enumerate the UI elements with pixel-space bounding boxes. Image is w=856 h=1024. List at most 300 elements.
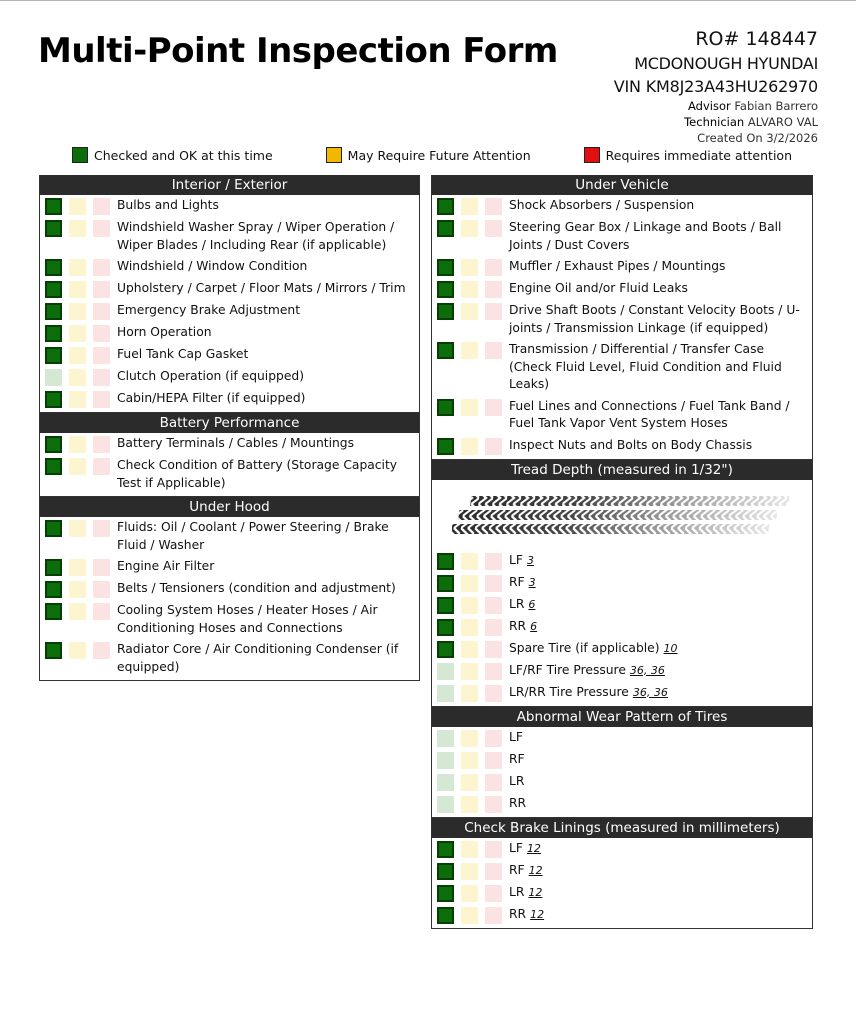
future-attention-checkbox[interactable] — [69, 369, 86, 386]
item-label-wrap — [509, 302, 812, 337]
future-attention-checkbox[interactable] — [69, 603, 86, 620]
immediate-attention-checkbox[interactable] — [93, 391, 110, 408]
item-label-wrap — [509, 618, 812, 636]
item-label: LF — [509, 840, 523, 855]
immediate-attention-checkbox[interactable] — [93, 603, 110, 620]
created-on — [614, 130, 818, 146]
inspection-item — [40, 256, 419, 278]
right-column — [431, 175, 813, 929]
ok-checkbox[interactable] — [437, 796, 454, 813]
future-attention-checkbox[interactable] — [69, 458, 86, 475]
future-attention-checkbox[interactable] — [461, 885, 478, 902]
inspection-item — [40, 195, 419, 217]
yellow-swatch-icon — [326, 147, 342, 163]
item-label: Spare Tire (if applicable) — [509, 640, 660, 655]
future-attention-checkbox[interactable] — [69, 347, 86, 364]
item-label-wrap — [117, 602, 419, 637]
ok-checkbox[interactable] — [45, 347, 62, 364]
inspection-item — [40, 578, 419, 600]
immediate-attention-checkbox[interactable] — [93, 436, 110, 453]
repair-order — [614, 27, 818, 52]
future-attention-checkbox[interactable] — [461, 342, 478, 359]
item-label-wrap — [117, 641, 419, 676]
item-label: Cooling System Hoses / Heater Hoses / Air Conditioning Hoses and Connections — [117, 603, 378, 635]
item-label: RF — [509, 574, 525, 589]
item-label: Muffler / Exhaust Pipes / Mountings — [509, 259, 726, 273]
item-label-wrap — [509, 596, 812, 614]
measurement-value: 12 — [526, 841, 541, 855]
item-label-wrap — [509, 280, 812, 298]
ok-checkbox[interactable] — [437, 259, 454, 276]
immediate-attention-checkbox[interactable] — [485, 553, 502, 570]
future-attention-checkbox[interactable] — [461, 281, 478, 298]
immediate-attention-checkbox[interactable] — [485, 907, 502, 924]
section-tread-depth — [431, 460, 813, 707]
future-attention-checkbox[interactable] — [69, 303, 86, 320]
inspection-item — [432, 572, 812, 594]
ok-checkbox[interactable] — [437, 841, 454, 858]
vin-label: VIN — [613, 77, 641, 96]
item-label: Engine Oil and/or Fluid Leaks — [509, 281, 688, 295]
ok-checkbox[interactable] — [437, 663, 454, 680]
item-list — [432, 727, 812, 815]
future-attention-checkbox[interactable] — [461, 553, 478, 570]
inspection-item — [40, 322, 419, 344]
immediate-attention-checkbox[interactable] — [485, 641, 502, 658]
immediate-attention-checkbox[interactable] — [485, 863, 502, 880]
future-attention-checkbox[interactable] — [461, 663, 478, 680]
item-label-wrap — [509, 840, 812, 858]
future-attention-checkbox[interactable] — [461, 685, 478, 702]
item-label: Fuel Tank Cap Gasket — [117, 347, 249, 361]
red-swatch-icon — [584, 147, 600, 163]
future-attention-checkbox[interactable] — [69, 259, 86, 276]
ok-checkbox[interactable] — [437, 885, 454, 902]
measurement-value: 6 — [530, 619, 538, 633]
vin-number: KM8J23A43HU262970 — [645, 77, 818, 96]
ok-checkbox[interactable] — [45, 369, 62, 386]
ok-checkbox[interactable] — [437, 342, 454, 359]
item-label-wrap — [509, 795, 812, 813]
tire-tread-graphic — [452, 492, 812, 542]
status-boxes — [437, 437, 509, 455]
status-boxes — [45, 580, 117, 598]
immediate-attention-checkbox[interactable] — [485, 685, 502, 702]
measurement-value: 6 — [528, 597, 536, 611]
future-attention-checkbox[interactable] — [69, 391, 86, 408]
item-label: Clutch Operation (if equipped) — [117, 369, 304, 383]
inspection-item — [432, 396, 812, 435]
legend-immediate — [584, 147, 792, 163]
ok-checkbox[interactable] — [437, 303, 454, 320]
item-label-wrap — [509, 640, 812, 658]
measurement-value: 36, 36 — [632, 685, 668, 699]
immediate-attention-checkbox[interactable] — [485, 752, 502, 769]
ok-checkbox[interactable] — [437, 685, 454, 702]
ok-checkbox[interactable] — [437, 752, 454, 769]
inspection-item — [432, 904, 812, 926]
item-label: Bulbs and Lights — [117, 198, 219, 212]
immediate-attention-checkbox[interactable] — [93, 220, 110, 237]
item-label-wrap — [117, 280, 419, 298]
ok-checkbox[interactable] — [45, 559, 62, 576]
immediate-attention-checkbox[interactable] — [485, 663, 502, 680]
future-attention-checkbox[interactable] — [69, 436, 86, 453]
immediate-attention-checkbox[interactable] — [485, 438, 502, 455]
future-attention-checkbox[interactable] — [69, 281, 86, 298]
ok-checkbox[interactable] — [45, 520, 62, 537]
future-attention-checkbox[interactable] — [69, 559, 86, 576]
green-swatch-icon — [72, 147, 88, 163]
technician-name: ALVARO VAL — [747, 115, 818, 129]
status-boxes — [45, 558, 117, 576]
ok-checkbox[interactable] — [45, 259, 62, 276]
future-attention-checkbox[interactable] — [461, 730, 478, 747]
ok-checkbox[interactable] — [437, 774, 454, 791]
measurement-value: 3 — [528, 575, 536, 589]
inspection-item — [432, 882, 812, 904]
item-label-wrap — [509, 684, 812, 702]
item-label: RR — [509, 906, 527, 921]
immediate-attention-checkbox[interactable] — [485, 281, 502, 298]
immediate-attention-checkbox[interactable] — [93, 458, 110, 475]
technician — [614, 114, 818, 130]
status-boxes — [437, 640, 509, 658]
order-info — [614, 27, 818, 146]
created-date: 3/2/2026 — [766, 131, 818, 145]
inspection-item — [432, 435, 812, 457]
measurement-value: 10 — [663, 641, 678, 655]
status-boxes — [437, 773, 509, 791]
immediate-attention-checkbox[interactable] — [485, 198, 502, 215]
immediate-attention-checkbox[interactable] — [485, 220, 502, 237]
status-boxes — [45, 258, 117, 276]
item-label-wrap — [509, 341, 812, 394]
status-boxes — [437, 341, 509, 359]
item-label: Engine Air Filter — [117, 559, 215, 573]
ok-checkbox[interactable] — [45, 198, 62, 215]
status-boxes — [437, 302, 509, 320]
status-boxes — [437, 862, 509, 880]
item-label-wrap — [509, 398, 812, 433]
item-label-wrap — [509, 552, 812, 570]
immediate-attention-checkbox[interactable] — [93, 581, 110, 598]
section-header: Tread Depth (measured in 1/32") — [432, 460, 812, 480]
status-boxes — [437, 574, 509, 592]
immediate-attention-checkbox[interactable] — [485, 303, 502, 320]
immediate-attention-checkbox[interactable] — [93, 520, 110, 537]
ok-checkbox[interactable] — [437, 281, 454, 298]
item-label: LR — [509, 884, 525, 899]
item-label: Battery Terminals / Cables / Mountings — [117, 436, 354, 450]
item-list — [40, 433, 419, 494]
item-label-wrap — [509, 773, 812, 791]
inspection-item — [40, 433, 419, 455]
item-label-wrap — [117, 390, 419, 408]
status-boxes — [437, 258, 509, 276]
inspection-item — [40, 517, 419, 556]
item-label: LR/RR Tire Pressure — [509, 684, 629, 699]
ok-checkbox[interactable] — [437, 597, 454, 614]
status-boxes — [45, 324, 117, 342]
item-label: LF — [509, 552, 523, 567]
immediate-attention-checkbox[interactable] — [93, 281, 110, 298]
inspection-item — [432, 682, 812, 704]
legend-immediate-label: Requires immediate attention — [605, 147, 792, 163]
status-boxes — [45, 602, 117, 620]
immediate-attention-checkbox[interactable] — [485, 575, 502, 592]
item-label: Shock Absorbers / Suspension — [509, 198, 695, 212]
ok-checkbox[interactable] — [437, 220, 454, 237]
item-label: Windshield / Window Condition — [117, 259, 308, 273]
ok-checkbox[interactable] — [437, 907, 454, 924]
section-header: Abnormal Wear Pattern of Tires — [432, 707, 812, 727]
ok-checkbox[interactable] — [437, 399, 454, 416]
ro-label: RO# — [695, 28, 740, 50]
immediate-attention-checkbox[interactable] — [93, 259, 110, 276]
item-label-wrap — [117, 324, 419, 342]
ok-checkbox[interactable] — [45, 458, 62, 475]
future-attention-checkbox[interactable] — [461, 907, 478, 924]
inspection-item — [432, 660, 812, 682]
ok-checkbox[interactable] — [45, 220, 62, 237]
item-label: LF/RF Tire Pressure — [509, 662, 626, 677]
item-label-wrap — [509, 662, 812, 680]
section-header: Check Brake Linings (measured in millimeters) — [432, 818, 812, 838]
future-attention-checkbox[interactable] — [461, 198, 478, 215]
immediate-attention-checkbox[interactable] — [485, 796, 502, 813]
future-attention-checkbox[interactable] — [461, 438, 478, 455]
status-boxes — [45, 219, 117, 237]
inspection-item — [432, 771, 812, 793]
ok-checkbox[interactable] — [45, 281, 62, 298]
future-attention-checkbox[interactable] — [69, 325, 86, 342]
future-attention-checkbox[interactable] — [461, 619, 478, 636]
immediate-attention-checkbox[interactable] — [485, 841, 502, 858]
item-list — [40, 517, 419, 678]
created-label: Created On — [697, 131, 763, 145]
status-boxes — [437, 884, 509, 902]
status-boxes — [437, 280, 509, 298]
item-label: RR — [509, 618, 527, 633]
ok-checkbox[interactable] — [45, 436, 62, 453]
inspection-item — [432, 278, 812, 300]
future-attention-checkbox[interactable] — [461, 841, 478, 858]
measurement-value: 12 — [530, 907, 545, 921]
advisor-name: Fabian Barrero — [734, 99, 818, 113]
future-attention-checkbox[interactable] — [461, 641, 478, 658]
future-attention-checkbox[interactable] — [461, 774, 478, 791]
future-attention-checkbox[interactable] — [69, 520, 86, 537]
item-label: RR — [509, 795, 527, 810]
measurement-value: 12 — [528, 885, 543, 899]
inspection-item — [40, 344, 419, 366]
section-header: Under Hood — [40, 497, 419, 517]
form-title: Multi-Point Inspection Form — [38, 31, 558, 71]
inspection-item — [432, 217, 812, 256]
item-label: Check Condition of Battery (Storage Capacity Test if Applicable) — [117, 458, 398, 490]
future-attention-checkbox[interactable] — [69, 220, 86, 237]
status-boxes — [45, 519, 117, 537]
immediate-attention-checkbox[interactable] — [485, 774, 502, 791]
future-attention-checkbox[interactable] — [461, 796, 478, 813]
immediate-attention-checkbox[interactable] — [485, 730, 502, 747]
ok-checkbox[interactable] — [437, 619, 454, 636]
future-attention-checkbox[interactable] — [461, 752, 478, 769]
item-label-wrap — [509, 197, 812, 215]
legend-ok — [72, 147, 273, 163]
immediate-attention-checkbox[interactable] — [485, 342, 502, 359]
ok-checkbox[interactable] — [45, 303, 62, 320]
item-label-wrap — [117, 519, 419, 554]
inspection-item — [40, 366, 419, 388]
future-attention-checkbox[interactable] — [461, 220, 478, 237]
item-label: Inspect Nuts and Bolts on Body Chassis — [509, 437, 753, 452]
future-attention-checkbox[interactable] — [461, 863, 478, 880]
ok-checkbox[interactable] — [45, 642, 62, 659]
immediate-attention-checkbox[interactable] — [485, 619, 502, 636]
item-label: Fuel Lines and Connections / Fuel Tank Band / Fuel Tank Vapor Vent System Hoses — [509, 398, 790, 430]
item-label-wrap — [509, 219, 812, 254]
status-boxes — [45, 197, 117, 215]
status-boxes — [437, 398, 509, 416]
ok-checkbox[interactable] — [45, 603, 62, 620]
future-attention-checkbox[interactable] — [461, 399, 478, 416]
status-boxes — [45, 280, 117, 298]
status-boxes — [437, 662, 509, 680]
measurement-value: 36, 36 — [629, 663, 665, 677]
advisor-label: Advisor — [687, 99, 731, 113]
inspection-item — [432, 616, 812, 638]
section-battery — [39, 413, 420, 497]
section-brake-linings — [431, 818, 813, 929]
item-label: LR — [509, 773, 525, 788]
status-boxes — [437, 552, 509, 570]
section-under-hood — [39, 497, 420, 681]
measurement-value: 12 — [528, 863, 543, 877]
immediate-attention-checkbox[interactable] — [93, 642, 110, 659]
item-label-wrap — [509, 258, 812, 276]
ok-checkbox[interactable] — [437, 575, 454, 592]
item-label: Horn Operation — [117, 325, 212, 339]
inspection-item — [40, 639, 419, 678]
immediate-attention-checkbox[interactable] — [485, 885, 502, 902]
future-attention-checkbox[interactable] — [69, 581, 86, 598]
future-attention-checkbox[interactable] — [69, 198, 86, 215]
inspection-item — [432, 838, 812, 860]
ok-checkbox[interactable] — [45, 581, 62, 598]
ok-checkbox[interactable] — [45, 325, 62, 342]
status-boxes — [45, 390, 117, 408]
status-boxes — [45, 346, 117, 364]
item-label: LR — [509, 596, 525, 611]
ok-checkbox[interactable] — [437, 863, 454, 880]
immediate-attention-checkbox[interactable] — [485, 597, 502, 614]
legend-future-label: May Require Future Attention — [347, 147, 531, 163]
section-abnormal-wear — [431, 707, 813, 818]
immediate-attention-checkbox[interactable] — [93, 369, 110, 386]
inspection-item — [40, 600, 419, 639]
status-boxes — [437, 729, 509, 747]
inspection-item — [432, 339, 812, 396]
immediate-attention-checkbox[interactable] — [485, 399, 502, 416]
inspection-item — [40, 455, 419, 494]
status-boxes — [437, 618, 509, 636]
inspection-item — [40, 388, 419, 410]
immediate-attention-checkbox[interactable] — [485, 259, 502, 276]
ok-checkbox[interactable] — [437, 641, 454, 658]
ok-checkbox[interactable] — [437, 438, 454, 455]
ok-checkbox[interactable] — [437, 553, 454, 570]
item-label-wrap — [117, 457, 419, 492]
item-label-wrap — [117, 302, 419, 320]
technician-label: Technician — [684, 115, 745, 129]
left-column — [39, 175, 420, 681]
inspection-item — [432, 256, 812, 278]
status-boxes — [437, 751, 509, 769]
item-label-wrap — [509, 729, 812, 747]
item-label: Cabin/HEPA Filter (if equipped) — [117, 391, 306, 405]
inspection-item — [432, 860, 812, 882]
status-boxes — [437, 197, 509, 215]
legend-ok-label: Checked and OK at this time — [94, 147, 273, 163]
section-header: Interior / Exterior — [40, 175, 419, 195]
future-attention-checkbox[interactable] — [461, 575, 478, 592]
inspection-item — [432, 550, 812, 572]
item-label: Belts / Tensioners (condition and adjustment) — [117, 581, 396, 595]
legend — [72, 147, 792, 163]
ok-checkbox[interactable] — [45, 391, 62, 408]
item-label-wrap — [509, 574, 812, 592]
ro-number: 148447 — [745, 28, 818, 50]
item-list — [432, 195, 812, 457]
immediate-attention-checkbox[interactable] — [93, 325, 110, 342]
item-label-wrap — [509, 906, 812, 924]
item-label: Fluids: Oil / Coolant / Power Steering / Brake Fluid / Washer — [117, 520, 389, 552]
item-label-wrap — [509, 437, 812, 455]
inspection-item — [432, 638, 812, 660]
item-label-wrap — [117, 219, 419, 254]
immediate-attention-checkbox[interactable] — [93, 347, 110, 364]
item-label-wrap — [509, 884, 812, 902]
status-boxes — [437, 684, 509, 702]
immediate-attention-checkbox[interactable] — [93, 303, 110, 320]
dealer-name: MCDONOUGH HYUNDAI — [634, 54, 818, 73]
inspection-item — [40, 556, 419, 578]
section-header: Under Vehicle — [432, 175, 812, 195]
future-attention-checkbox[interactable] — [461, 259, 478, 276]
advisor — [614, 98, 818, 114]
item-label-wrap — [509, 862, 812, 880]
section-header: Battery Performance — [40, 413, 419, 433]
status-boxes — [437, 596, 509, 614]
item-list — [40, 195, 419, 410]
ok-checkbox[interactable] — [437, 730, 454, 747]
item-list — [432, 550, 812, 704]
future-attention-checkbox[interactable] — [69, 642, 86, 659]
item-label-wrap — [117, 580, 419, 598]
item-label: Windshield Washer Spray / Wiper Operation / Wiper Blades / Including Rear (if applicable) — [117, 220, 395, 252]
item-label: RF — [509, 862, 525, 877]
status-boxes — [437, 840, 509, 858]
ok-checkbox[interactable] — [437, 198, 454, 215]
future-attention-checkbox[interactable] — [461, 303, 478, 320]
immediate-attention-checkbox[interactable] — [93, 559, 110, 576]
inspection-item — [40, 300, 419, 322]
future-attention-checkbox[interactable] — [461, 597, 478, 614]
immediate-attention-checkbox[interactable] — [93, 198, 110, 215]
inspection-item — [40, 217, 419, 256]
